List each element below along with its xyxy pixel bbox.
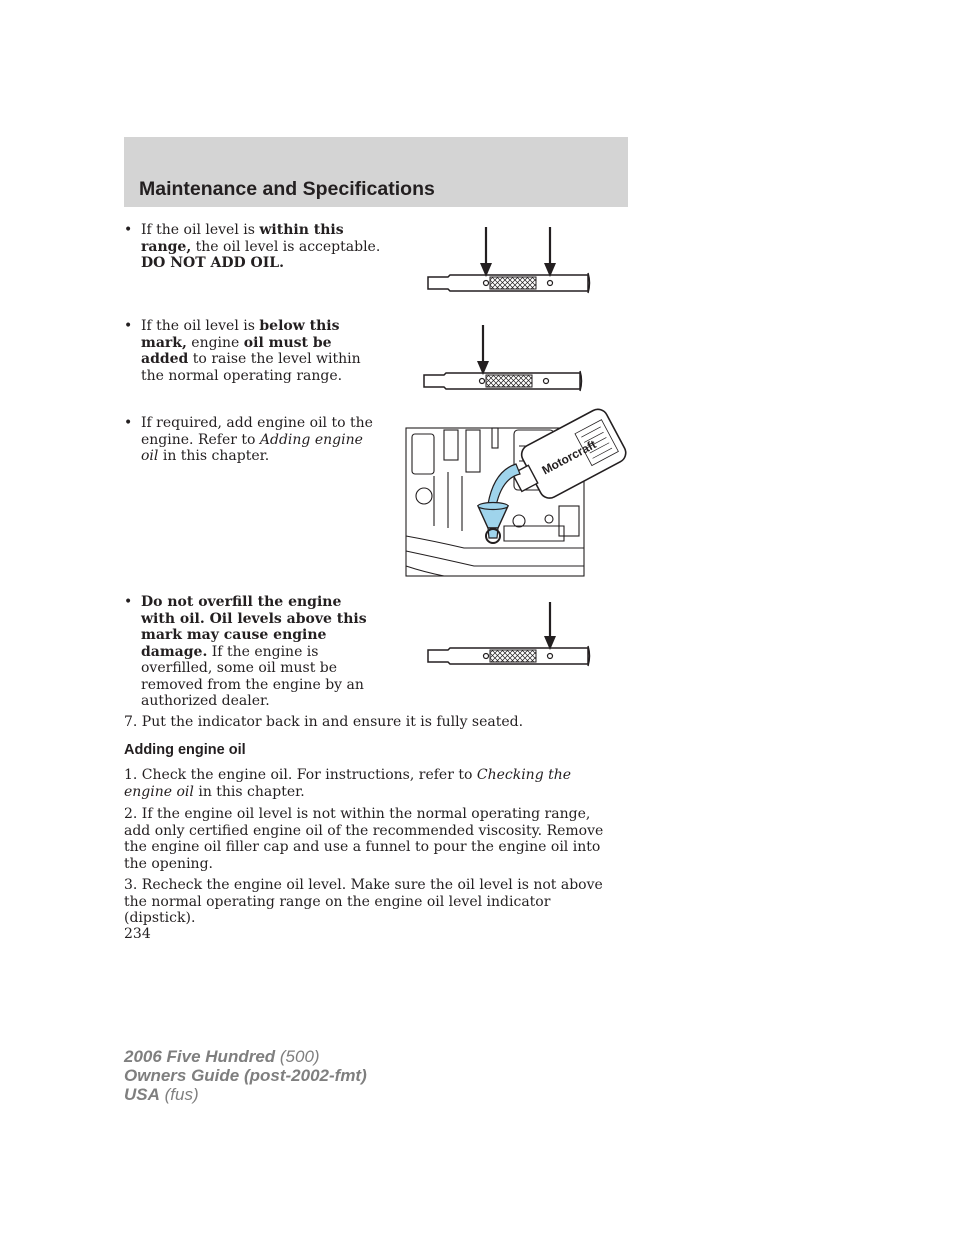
step-7-text: 7. Put the indicator back in and ensure it is fully seated. (124, 714, 524, 730)
adding-step-3: 3. Recheck the engine oil level. Make sure the oil level is not above the normal operating range on the engine oil level indicator (dipstick). (124, 877, 603, 926)
bullet-glyph: • (124, 318, 133, 334)
dipstick-overfill-illustration (420, 598, 595, 670)
footer-line-guide: Owners Guide (post-2002-fmt) (124, 1066, 367, 1085)
bottle-brand-label: Motorcraft (539, 437, 599, 478)
bullet-do-not-overfill: • Do not overfill the engine with oil. Oil levels above this mark may cause engine damage. If the engine is overfilled, some oil must be removed from the engine by an authorized dealer. (124, 594, 367, 709)
bullet-glyph: • (124, 415, 133, 431)
adding-step-1: 1. Check the engine oil. For instructions, refer to Checking the engine oil in this chapter. (124, 767, 572, 800)
bullet-add-oil-reference: • If required, add engine oil to the engine. Refer to Adding engine oil in this chapter. (124, 415, 373, 464)
bullet-oil-within-range: • If the oil level is within this range, the oil level is acceptable. DO NOT ADD OIL. (124, 222, 381, 271)
section-header-band (124, 137, 628, 207)
document-footer (124, 1047, 367, 1104)
bullet-oil-below-mark: • If the oil level is below this mark, engine oil must be added to raise the level within the normal operating range. (124, 318, 361, 384)
footer-line-model: 2006 Five Hundred (500) (124, 1047, 320, 1066)
adding-engine-oil-heading: Adding engine oil (124, 742, 246, 758)
bullet-glyph: • (124, 594, 133, 610)
dipstick-low-illustration (416, 323, 591, 395)
page-number: 234 (124, 926, 151, 942)
footer-line-market: USA (fus) (124, 1085, 199, 1104)
adding-step-2: 2. If the engine oil level is not within the normal operating range, add only certified engine oil of the recommended viscosity. Remove the engine oil filler cap and use a funnel to pour the engine oil into the opening. (124, 806, 604, 872)
section-title: Maintenance and Specifications (139, 178, 435, 200)
bullet-glyph: • (124, 222, 133, 238)
engine-oil-filling-illustration (404, 416, 632, 578)
dipstick-range-illustration (420, 225, 595, 297)
